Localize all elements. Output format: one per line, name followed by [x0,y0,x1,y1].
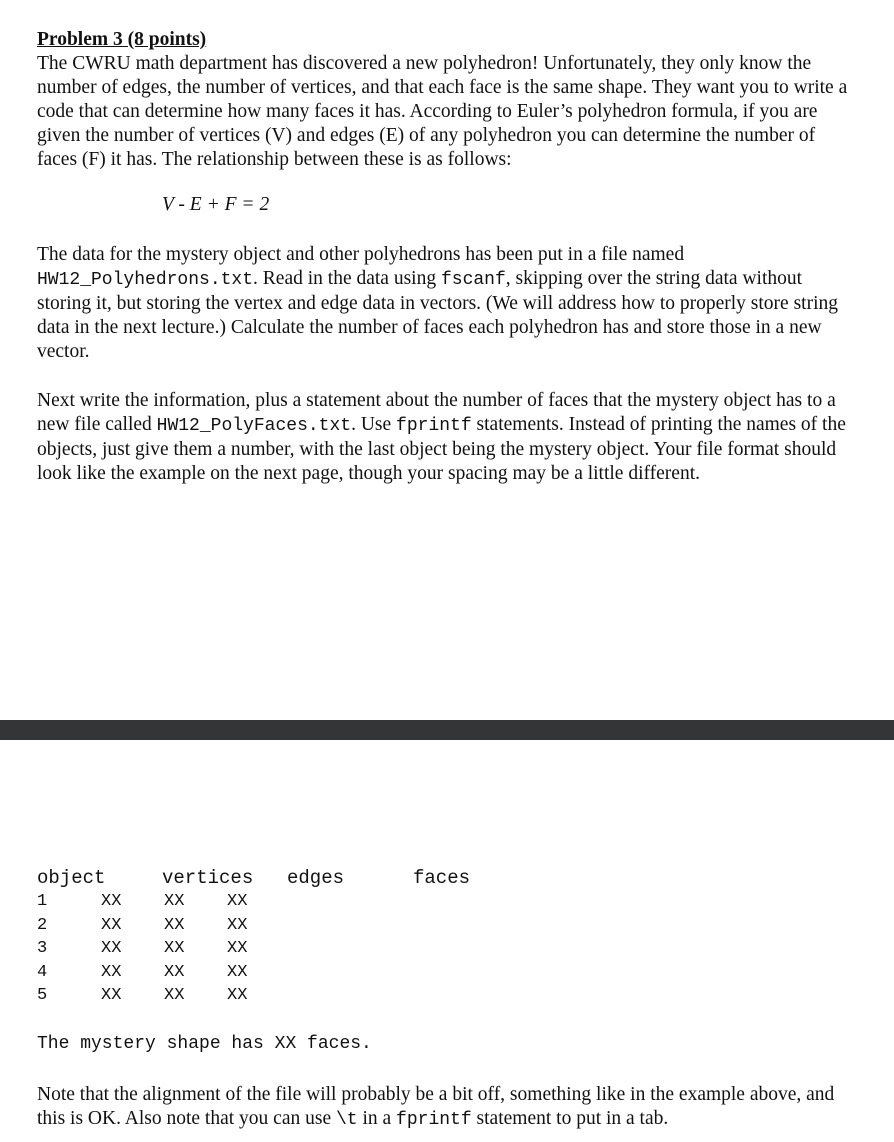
note-paragraph [37,1083,857,1132]
note-fprintf-code: fprintf [396,1110,472,1130]
data-paragraph-text-1: The data for the mystery object and other polyhedrons has been put in a file named [37,244,685,265]
tab-escape-code: \t [335,1110,358,1130]
output-paragraph-text-1: Next write the information, plus a statement about the number of faces that the mystery object has to a new file called [37,390,836,435]
data-paragraph-text-3: , skipping over the string data without storing it, but storing the vertex and edge data in vectors. (We will address how to properly store string data in the next lecture.) Calculate the number of faces each polyhedron has and store those in a new vector. [37,268,838,362]
table-row-1-vertices: XX [101,892,122,911]
table-row-5-vertices: XX [101,986,122,1005]
table-row-4-edges: XX [164,963,185,982]
output-paragraph [37,389,857,486]
table-row-5-edges: XX [164,986,185,1005]
header-vertices: vertices [162,867,254,889]
table-row-3-edges: XX [164,939,185,958]
problem-title: Problem 3 (8 points) [37,29,207,50]
table-row-2-object: 2 [37,916,48,935]
page-break-divider [0,720,894,740]
output-paragraph-text-2: . Use [351,414,397,435]
table-row-1-edges: XX [164,892,185,911]
table-row-3-faces: XX [227,939,248,958]
problem-block [37,28,857,172]
polyfaces-filename: HW12_PolyFaces.txt [156,416,352,436]
table-row-5-faces: XX [227,986,248,1005]
table-row-3-object: 3 [37,939,48,958]
table-row-2-faces: XX [227,916,248,935]
fprintf-code: fprintf [396,416,472,436]
table-row-4-vertices: XX [101,963,122,982]
table-row-2-edges: XX [164,916,185,935]
table-row-4-object: 4 [37,963,48,982]
note-text-1: Note that the alignment of the file will probably be a bit off, something like in the example above, and this is OK. Also note that you can use [37,1084,835,1129]
problem-intro: The CWRU math department has discovered a new polyhedron! Unfortunately, they only know the number of edges, the number of vertices, and that each face is the same shape. They want you to write a code that can determine how many faces it has. According to Euler’s polyhedron formula, if you are given the number of vertices (V) and edges (E) of any polyhedron you can determine the number of faces (F) it has. The relationship between these is as follows: [37,53,848,170]
header-faces: faces [413,867,471,889]
table-row-2-vertices: XX [101,916,122,935]
header-edges: edges [287,867,345,889]
table-row-4-faces: XX [227,963,248,982]
data-paragraph [37,243,857,364]
header-object: object [37,867,106,889]
mystery-sentence: The mystery shape has XX faces. [37,1034,372,1054]
table-row-3-vertices: XX [101,939,122,958]
fscanf-code: fscanf [440,270,506,290]
output-paragraph-text-3: statements. Instead of printing the names of the objects, just give them a number, with the last object being the mystery object. Your file format should look like the example on the next page, though your spacing may be a little different. [37,414,846,484]
note-text-3: statement to put in a tab. [471,1108,669,1129]
table-row-1-object: 1 [37,892,48,911]
table-row-5-object: 5 [37,986,48,1005]
polyhedrons-filename: HW12_Polyhedrons.txt [37,270,254,290]
note-text-2: in a [357,1108,397,1129]
data-paragraph-text-2: . Read in the data using [253,268,441,289]
euler-formula: V - E + F = 2 [162,194,270,215]
table-row-1-faces: XX [227,892,248,911]
